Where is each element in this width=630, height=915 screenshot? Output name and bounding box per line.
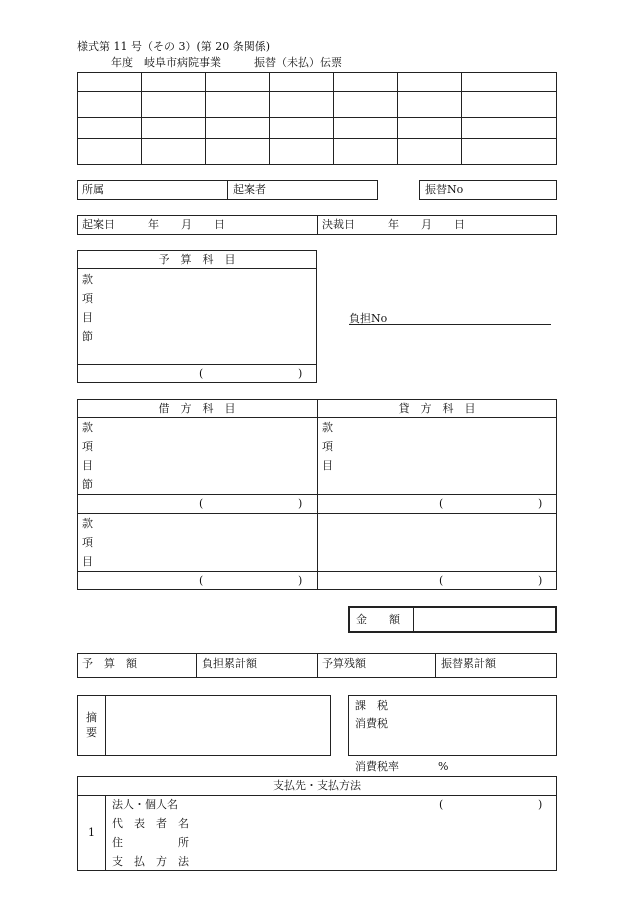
payee-row-number: 1 [88, 826, 95, 839]
taxable-label: 課 税 [355, 699, 388, 712]
form-number: 様式第 11 号（その 3）(第 20 条関係) [77, 40, 271, 53]
tax-rate-label: 消費税率 [355, 760, 399, 773]
divider [77, 494, 557, 495]
grid-row-line [77, 138, 557, 139]
credit-paren-open: ( [439, 497, 444, 510]
consumption-tax-label: 消費税 [355, 717, 388, 730]
credit-item-kan: 款 [322, 421, 333, 434]
debit-paren2-close: ) [298, 574, 303, 587]
budget-paren-open: ( [199, 367, 204, 380]
grid-col-line [333, 72, 334, 165]
payee-paren-open: ( [439, 798, 444, 811]
debit-title: 借 方 科 目 [158, 402, 236, 415]
debit-item-moku: 目 [82, 459, 93, 472]
burden-no-label: 負担No [349, 312, 388, 325]
summary-label-1: 摘 [86, 711, 97, 724]
grid-col-line [397, 72, 398, 165]
budget-item-setsu: 節 [82, 330, 93, 343]
burden-total-label: 負担累計額 [202, 657, 257, 670]
budget-title: 予 算 科 目 [158, 253, 236, 266]
divider [227, 180, 228, 200]
payee-title: 支払先・支払方法 [273, 779, 361, 792]
draft-date: 起案日 年 月 日 [82, 218, 225, 231]
grid-row-line [77, 91, 557, 92]
payee-paren-close: ) [538, 798, 543, 811]
divider [77, 268, 317, 269]
tax-rate-unit: % [438, 760, 449, 773]
debit-item2-kou: 項 [82, 536, 93, 549]
divider [77, 795, 557, 796]
divider [77, 513, 557, 514]
budget-item-kan: 款 [82, 273, 93, 286]
credit-paren2-open: ( [439, 574, 444, 587]
decision-date: 決裁日 年 月 日 [322, 218, 465, 231]
summary-label-2: 要 [86, 726, 97, 739]
amount-label: 金 額 [356, 613, 400, 626]
credit-paren-close: ) [538, 497, 543, 510]
budget-item-moku: 目 [82, 311, 93, 324]
drafter-label: 起案者 [233, 183, 266, 196]
credit-title: 貸 方 科 目 [398, 402, 476, 415]
debit-item-kan: 款 [82, 421, 93, 434]
transfer-total-label: 振替累計額 [441, 657, 496, 670]
grid-col-line [141, 72, 142, 165]
debit-item-setsu: 節 [82, 478, 93, 491]
debit-paren-close: ) [298, 497, 303, 510]
payee-name-label: 法人・個人名 [112, 798, 178, 811]
credit-item-kou: 項 [322, 440, 333, 453]
credit-paren2-close: ) [538, 574, 543, 587]
divider [105, 795, 106, 871]
burden-no-underline [349, 324, 551, 325]
debit-paren-open: ( [199, 497, 204, 510]
transfer-no-label: 振替No [425, 183, 464, 196]
affiliation-label: 所属 [82, 183, 104, 196]
payment-method-label: 支 払 方 法 [112, 855, 189, 868]
divider [435, 653, 436, 678]
address-label: 住 所 [112, 836, 189, 849]
divider [105, 695, 106, 756]
grid-col-line [461, 72, 462, 165]
divider [77, 417, 557, 418]
representative-label: 代 表 者 名 [112, 817, 189, 830]
divider [413, 607, 414, 632]
debit-paren2-open: ( [199, 574, 204, 587]
credit-item-moku: 目 [322, 459, 333, 472]
divider [77, 364, 317, 365]
budget-amount-label: 予 算 額 [82, 657, 137, 670]
budget-paren-close: ) [298, 367, 303, 380]
debit-item2-moku: 目 [82, 555, 93, 568]
grid-col-line [205, 72, 206, 165]
grid-row-line [77, 117, 557, 118]
form-subtitle: 年度 岐阜市病院事業 振替（未払）伝票 [111, 56, 342, 69]
budget-remaining-label: 予算残額 [322, 657, 366, 670]
budget-item-kou: 項 [82, 292, 93, 305]
divider [317, 215, 318, 235]
debit-item2-kan: 款 [82, 517, 93, 530]
divider [196, 653, 197, 678]
summary-box [77, 695, 331, 756]
top-grid [77, 72, 557, 165]
debit-item-kou: 項 [82, 440, 93, 453]
divider [77, 571, 557, 572]
grid-col-line [269, 72, 270, 165]
divider [317, 653, 318, 678]
